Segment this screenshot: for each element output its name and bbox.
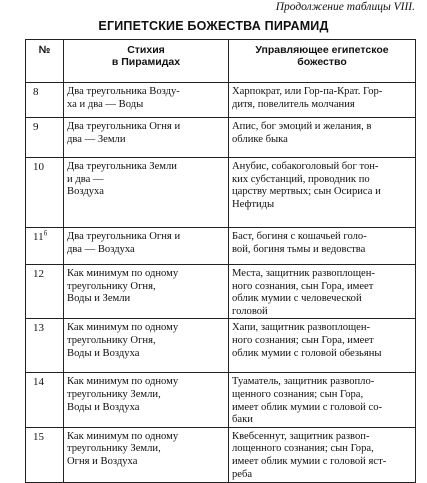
- row-number: 9: [26, 118, 64, 158]
- table-row: [26, 373, 416, 427]
- table-title: ЕГИПЕТСКИЕ БОЖЕСТВА ПИРАМИД: [98, 19, 329, 33]
- row-number: 10: [26, 158, 64, 228]
- row-element: Как минимум по одному треугольнику Земли, Огня и Воздуха: [64, 427, 229, 482]
- row-number: 14: [26, 373, 64, 427]
- column-header-element: Стихия в Пирамидах: [64, 40, 229, 83]
- column-header-number: №: [26, 40, 64, 83]
- row-deity: Баст, богиня с кошачьей голо- вой, богиня тьмы и ведовства: [229, 228, 416, 265]
- row-element: Два треугольника Огня и два — Земли: [64, 118, 229, 158]
- row-element: Как минимум по одному треугольнику Огня, Воды и Воздуха: [64, 319, 229, 373]
- row-deity: Апис, бог эмоций и желания, в облике быка: [229, 118, 416, 158]
- table-row: [26, 319, 416, 373]
- table-row: [26, 83, 416, 118]
- row-deity: Харпократ, или Гор-па-Крат. Гор- дитя, повелитель молчания: [229, 83, 416, 118]
- column-header-deity: Управляющее египетское божество: [229, 40, 416, 83]
- table-row: [26, 118, 416, 158]
- row-deity: Туаматель, защитник развопло- щенного сознания; сын Гора, имеет облик мумии с головой со- баки: [229, 373, 416, 427]
- row-element: Как минимум по одному треугольнику Земли, Воды и Воздуха: [64, 373, 229, 427]
- row-deity: Анубис, собакоголовый бог тон- ких субстанций, проводник по царству мертвых; сын Осириса и Нефтиды: [229, 158, 416, 228]
- row-deity: Места, защитник развоплощен- ного сознания, сын Гора, имеет облик мумии с человеческой головой: [229, 265, 416, 319]
- row-number: $11^б$: [26, 228, 64, 265]
- table-row: [26, 427, 416, 482]
- row-number: 12: [26, 265, 64, 319]
- table-row: [26, 158, 416, 228]
- row-element: Два треугольника Земли и два — Воздуха: [64, 158, 229, 228]
- continued-note: Продолжение таблицы VIII.: [275, 1, 415, 13]
- row-deity: Квебсеннут, защитник развоп- лощенного сознания; сын Гора, имеет облик мумии с головой яст- реба: [229, 427, 416, 482]
- row-number-superscript: б: [43, 229, 48, 238]
- table-header-row: [26, 40, 416, 83]
- row-number: 15: [26, 427, 64, 482]
- row-number: 8: [26, 83, 64, 118]
- row-element: Два треугольника Возду- ха и два — Воды: [64, 83, 229, 118]
- table-row: [26, 228, 416, 265]
- row-number: 13: [26, 319, 64, 373]
- deities-table: [25, 39, 416, 483]
- table-row: [26, 265, 416, 319]
- row-element: Как минимум по одному треугольнику Огня, Воды и Земли: [64, 265, 229, 319]
- row-element: Два треугольника Огня и два — Воздуха: [64, 228, 229, 265]
- row-deity: Хапи, защитник развоплощен- ного сознания; сын Гора, имеет облик мумии с головой обезьяны: [229, 319, 416, 373]
